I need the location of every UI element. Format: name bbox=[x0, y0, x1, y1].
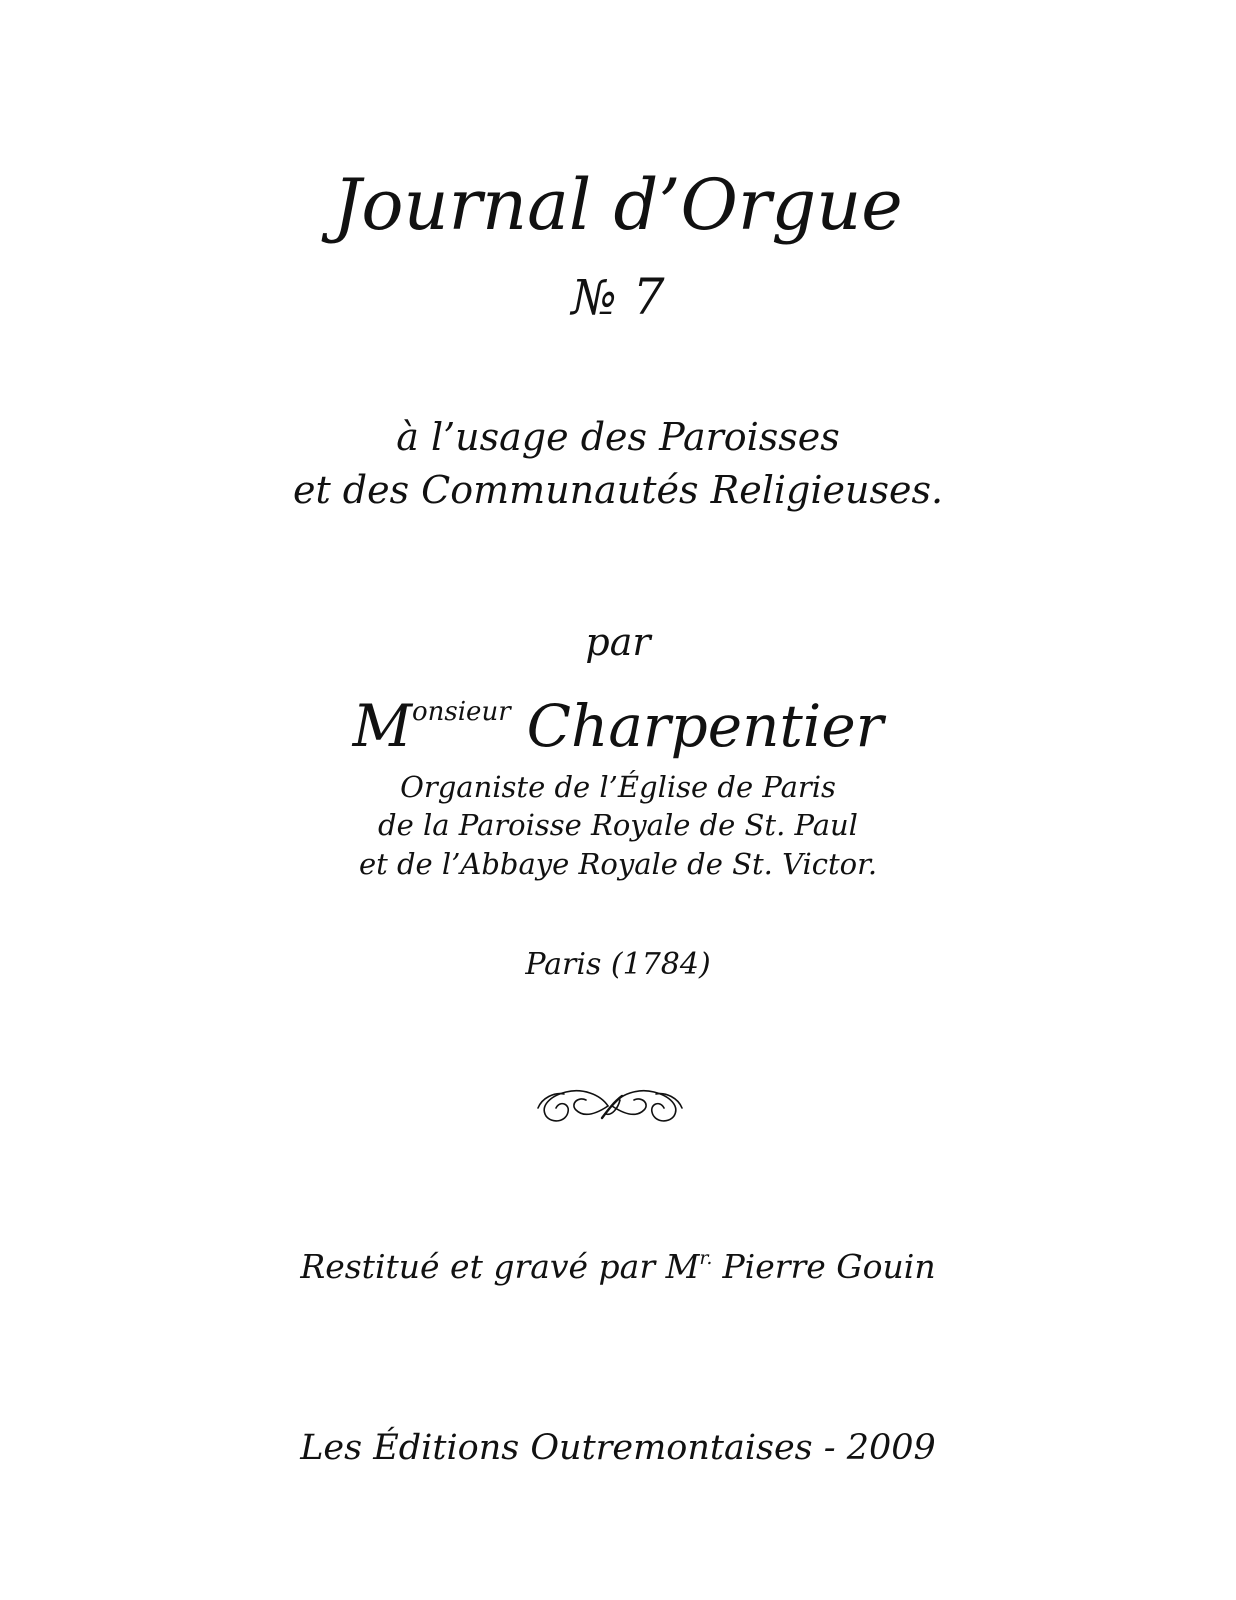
flourish-ornament-icon bbox=[530, 1080, 690, 1130]
subtitle-line-1: à l’usage des Paroisses bbox=[396, 415, 840, 459]
subtitle-line-2: et des Communautés Religieuses. bbox=[292, 468, 944, 512]
editor-name: Pierre Gouin bbox=[722, 1247, 936, 1286]
composer-name bbox=[0, 674, 1236, 764]
composer-surname: Charpentier bbox=[526, 692, 884, 760]
editor-prefix: Restitué et gravé par M bbox=[300, 1247, 700, 1286]
place-date: Paris (1784) bbox=[525, 947, 711, 982]
work-number bbox=[0, 265, 1236, 330]
honorific-superscript: onsieur bbox=[412, 697, 511, 727]
number-value: 7 bbox=[632, 268, 665, 326]
editor-credit bbox=[0, 1236, 1236, 1289]
composer-post-1: Organiste de l’Église de Paris bbox=[400, 770, 836, 804]
by-label: par bbox=[585, 620, 651, 664]
editor-title-superscript: r. bbox=[699, 1247, 713, 1269]
publisher-line: Les Éditions Outremontaises - 2009 bbox=[300, 1428, 936, 1468]
work-title: Journal d’Orgue bbox=[333, 164, 903, 246]
composer-post-3: et de l’Abbaye Royale de St. Victor. bbox=[358, 847, 878, 881]
composer-post-2: de la Paroisse Royale de St. Paul bbox=[378, 808, 858, 842]
honorific-initial: M bbox=[352, 692, 412, 760]
number-sign: № bbox=[571, 270, 617, 326]
